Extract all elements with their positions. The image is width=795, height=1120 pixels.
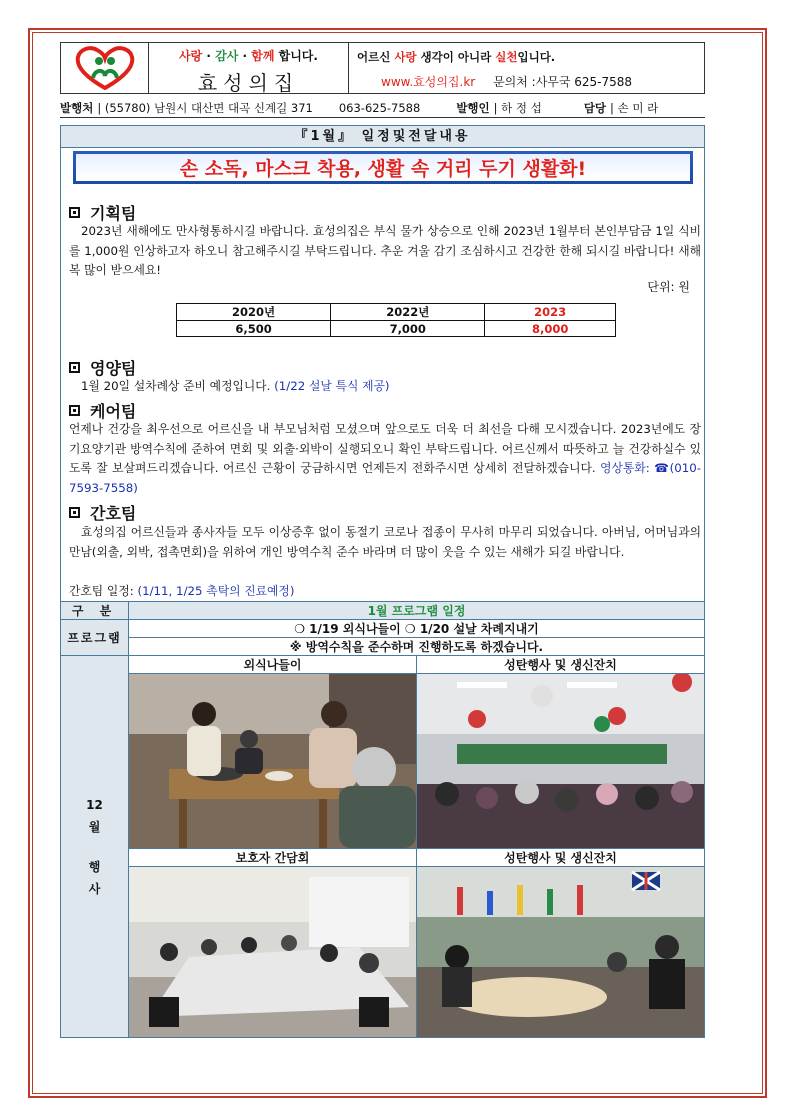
newsletter-header xyxy=(60,42,705,94)
table-row xyxy=(61,849,705,867)
slogan: 사랑 · 감사 · 함께 합니다. xyxy=(179,49,318,63)
program-schedule-table xyxy=(60,601,705,1038)
manager-value: | 손 미 라 xyxy=(610,100,659,115)
planning-text: 2023년 새해에도 만사형통하시길 바랍니다. 효성의집은 부식 물가 상승으로 인해 2023년 1월부터 본인부담금 1일 식비를 1,000원 인상하고자 하오니 참고해주시길 부탁드립니다. 추운 겨울 감기 조심하시고 건강한 한해 되시길 바랍니다! 새해 복 많이 받으세요! xyxy=(69,224,701,277)
slogan-thanks: 감사 xyxy=(215,49,239,63)
slogan-love: 사랑 xyxy=(179,49,203,63)
december-events-label: 12 월 행 사 xyxy=(61,656,129,1038)
planning-heading: 기획팀 xyxy=(69,201,136,224)
square-bullet-icon xyxy=(69,207,80,218)
publisher-label: 발행처 xyxy=(60,100,94,115)
banner xyxy=(73,151,693,184)
table-row xyxy=(61,602,705,620)
publisher-row xyxy=(60,98,705,118)
photo-caption-1: 외식나들이 xyxy=(129,656,417,674)
unit-label: 단위: 원 xyxy=(647,280,690,294)
header-title-block xyxy=(149,43,349,93)
photo-caption-2: 성탄행사 및 생신잔치 xyxy=(417,656,705,674)
nursing-schedule: 간호팀 일정: (1/11, 1/25 촉탁의 진료예정) xyxy=(69,584,295,598)
table-row xyxy=(177,304,616,321)
slogan-together: 함께 xyxy=(251,49,275,63)
fee-year-2023: 2023 xyxy=(485,304,616,321)
nursing-heading: 간호팀 xyxy=(69,501,136,524)
video-call-number[interactable]: 영상통화: ☎(010-7593-7558) xyxy=(69,461,702,495)
heart-logo-icon xyxy=(74,46,136,90)
table-row xyxy=(61,867,705,1038)
header-info-block xyxy=(349,43,704,93)
nutrition-heading: 영양팀 xyxy=(69,356,136,379)
fee-year-2020: 2020년 xyxy=(177,304,331,321)
care-heading: 케어팀 xyxy=(69,399,136,422)
contact-line xyxy=(357,73,704,90)
issuer-label: 발행인 xyxy=(456,100,490,115)
nursing-text: 효성의집 어르신들과 종사자들 모두 이상증후 없이 동절기 코로나 접종이 무사히 마무리 되었습니다. 아버님, 어머님과의 만남(외출, 외박, 접촉면회)을 위하여 개인 방역수칙 준수 바라며 더 많이 웃을 수 있는 새해가 되길 바랍니다. xyxy=(69,525,701,559)
nutrition-note: (1/22 설날 특식 제공) xyxy=(274,379,390,393)
photo-guardian-meeting xyxy=(129,867,417,1038)
nutrition-text: 1월 20일 설차례상 준비 예정입니다. (1/22 설날 특식 제공) xyxy=(81,379,390,393)
fee-amount-2023: 8,000 xyxy=(485,321,616,337)
photo-outing xyxy=(129,674,417,849)
table-row xyxy=(61,656,705,674)
photo-christmas-1 xyxy=(417,674,705,849)
photo-caption-3: 보호자 간담회 xyxy=(129,849,417,867)
photo-christmas-1-image xyxy=(417,674,704,848)
photo-caption-4: 성탄행사 및 생신잔치 xyxy=(417,849,705,867)
photo-outing-image xyxy=(129,674,416,848)
banner-text: 손 소독, 마스크 착용, 생활 속 거리 두기 생활화! xyxy=(76,154,690,181)
photo-christmas-2 xyxy=(417,867,705,1038)
monthly-content-box xyxy=(60,125,705,603)
issuer-value: | 하 정 섭 xyxy=(493,100,542,115)
fee-amount-2022: 7,000 xyxy=(331,321,485,337)
publisher-phone: 063-625-7588 xyxy=(338,100,421,115)
table-row xyxy=(61,620,705,638)
table-row xyxy=(177,321,616,337)
tagline: 어르신 사랑 생각이 아니라 실천입니다. xyxy=(357,50,556,64)
table-row xyxy=(61,638,705,656)
slogan-suffix: 합니다. xyxy=(278,49,318,63)
square-bullet-icon xyxy=(69,362,80,373)
fee-year-2022: 2022년 xyxy=(331,304,485,321)
publisher-value: | (55780) 남원시 대산면 대곡 신계길 371 xyxy=(97,100,313,115)
fee-amount-2020: 6,500 xyxy=(177,321,331,337)
table-row xyxy=(61,674,705,849)
program-label: 프로그램 xyxy=(61,620,129,656)
monthly-title: 『1월』 일정및전달내용 xyxy=(61,126,704,148)
contact-info: 문의처 :사무국 625-7588 xyxy=(493,75,633,89)
manager-label: 담당 xyxy=(583,100,607,115)
program-schedule-header: 1월 프로그램 일정 xyxy=(129,602,705,620)
program-line-1: ❍ 1/19 외식나들이 ❍ 1/20 설날 차례지내기 xyxy=(129,620,705,638)
photo-guardian-meeting-image xyxy=(129,867,416,1037)
meal-fee-table xyxy=(176,303,616,337)
square-bullet-icon xyxy=(69,507,80,518)
website-link[interactable]: www.효성의집.kr xyxy=(381,75,476,89)
logo xyxy=(61,43,149,93)
program-line-2: ※ 방역수칙을 준수하며 진행하도록 하겠습니다. xyxy=(129,638,705,656)
care-text: 언제나 건강을 최우선으로 어르신을 내 부모님처럼 모셨으며 앞으로도 더욱 더 최선을 다해 모시겠습니다. 2023년에도 장기요양기관 방역수칙에 준하여 면회 및 외출·외박이 실행되오니 확인 부탁드립니다. 어르신께서 따뜻하고 늘 건강하실수 있도록 잘 보살펴드리겠습니다. 어르신 근황이 궁금하시면 언제든지 전화주시면 상세히 전달하겠습니다. 영상통화: ☎(010-7593-7558) xyxy=(69,422,702,495)
category-header: 구 분 xyxy=(61,602,129,620)
photo-christmas-2-image xyxy=(417,867,704,1037)
org-name: 효성의집 xyxy=(197,71,300,95)
square-bullet-icon xyxy=(69,405,80,416)
